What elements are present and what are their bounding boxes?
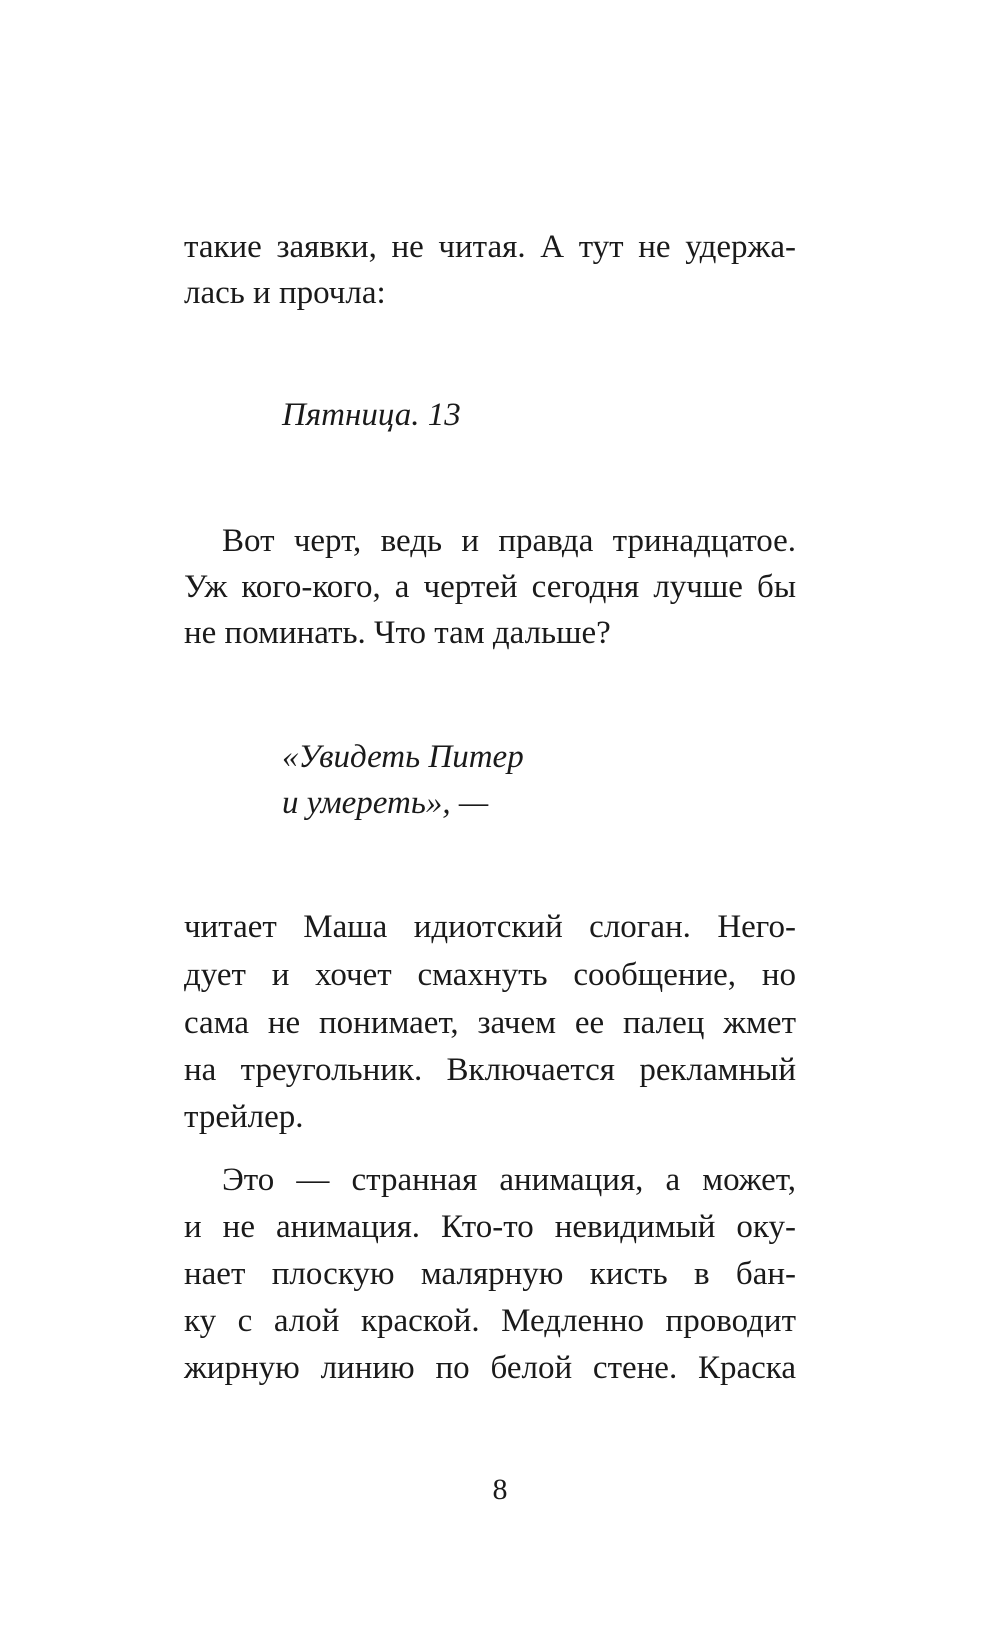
verse-line: Пятница. 13 [282, 397, 461, 433]
text-line: такие заявки, не читая. А тут не удержа- [184, 229, 796, 265]
text-line: жирную линию по белой стене. Краска [184, 1350, 796, 1386]
verse-line: «Увидеть Питер [282, 739, 524, 775]
text-line: трейлер. [184, 1099, 304, 1135]
text-line: не поминать. Что там дальше? [184, 615, 611, 651]
text-line: лась и прочла: [184, 275, 386, 311]
page-number: 8 [492, 1473, 508, 1506]
text-line: читает Маша идиотский слоган. Него- [184, 909, 796, 945]
text-line: Вот черт, ведь и правда тринадцатое. [222, 523, 796, 559]
text-line: Уж кого-кого, а чертей сегодня лучше бы [184, 569, 796, 605]
text-line: нает плоскую малярную кисть в бан- [184, 1256, 796, 1292]
verse-line: и умереть», — [282, 785, 489, 821]
text-line: ку с алой краской. Медленно проводит [184, 1303, 796, 1339]
text-line: и не анимация. Кто-то невидимый оку- [184, 1209, 796, 1245]
text-line: сама не понимает, зачем ее палец жмет [184, 1005, 796, 1041]
text-line: Это — странная анимация, а может, [222, 1162, 796, 1198]
text-line: на треугольник. Включается рекламный [184, 1052, 796, 1088]
text-line: дует и хочет смахнуть сообщение, но [184, 957, 796, 993]
